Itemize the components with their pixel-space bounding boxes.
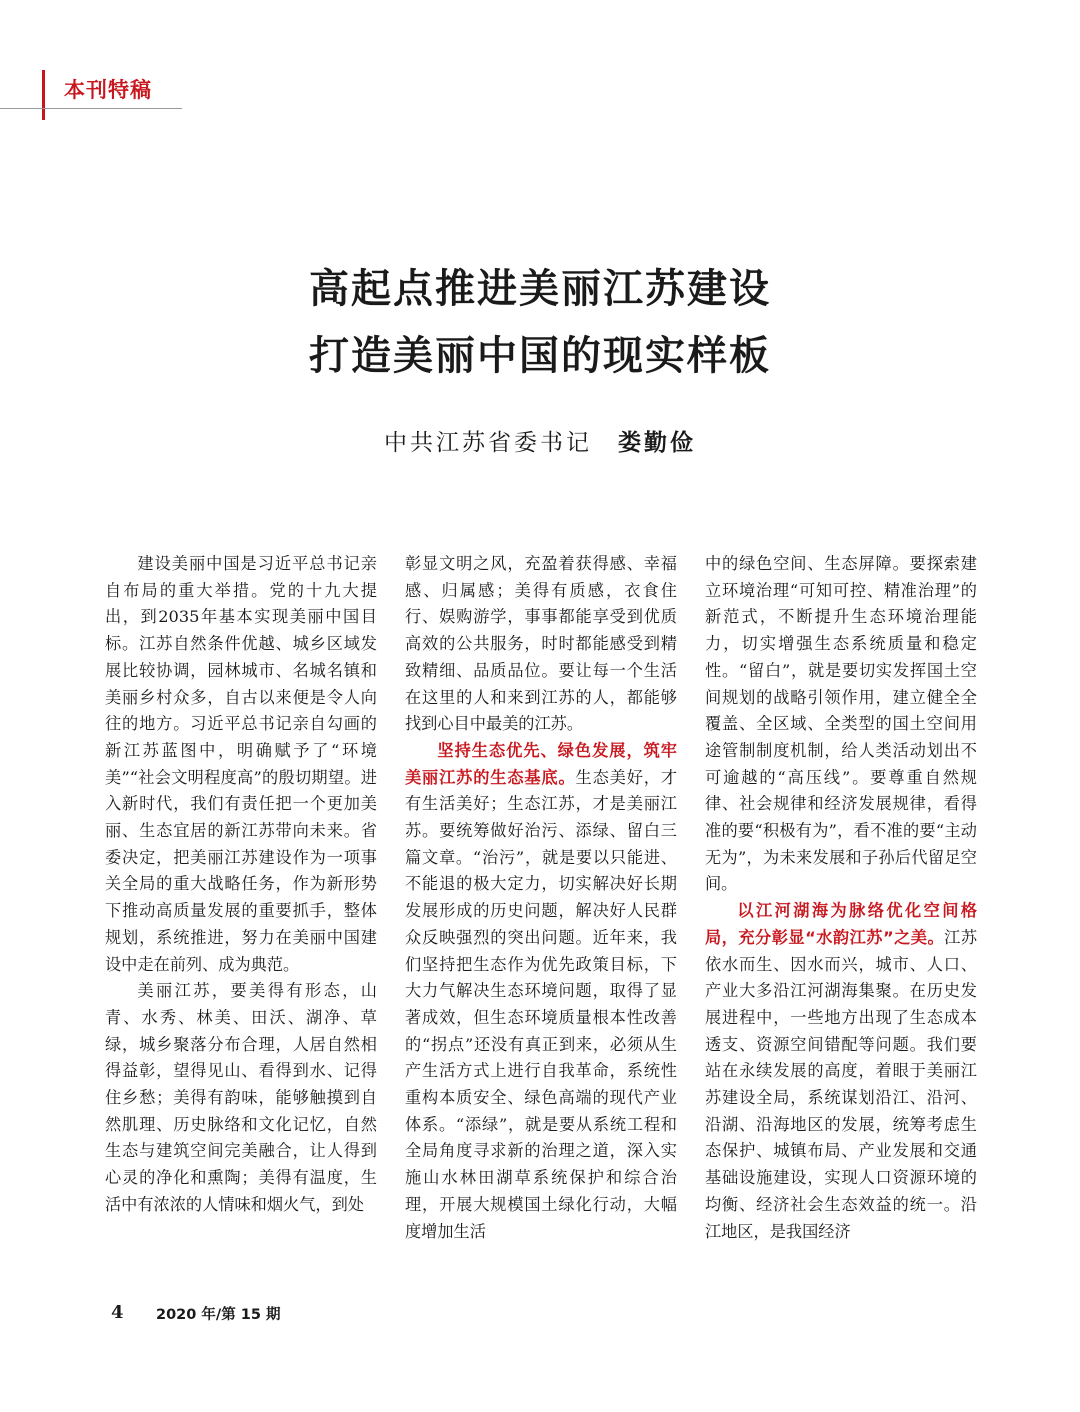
text-column-3 [705,551,977,1245]
byline [0,424,1080,457]
text-column-1 [105,551,377,1219]
paragraph: 中的绿色空间、生态屏障。要探索建立环境治理“可知可控、精准治理”的新范式，不断提升生态环境治理能力，切实增强生态系统质量和稳定性。“留白”，就是要切实发挥国土空间规划的战略引领作用，建立健全全覆盖、全区域、全类型的国土空间用途管制制度机制，给人类活动划出不可逾越的“高压线”。要尊重自然规律、社会规律和经济发展规律，看得准的要“积极有为”，看不准的要“主动无为”，为未来发展和子孙后代留足空间。 [705,554,977,894]
section-divider-line [0,108,182,109]
article-title-line1: 高起点推进美丽江苏建设 [309,266,771,312]
page-number: 4 [111,1302,124,1323]
paragraph [705,898,977,1245]
byline-author: 娄勤俭 [618,430,696,456]
article-title [0,256,1080,390]
paragraph-body: 生态美好，才有生活美好；生态江苏，才是美丽江苏。要统筹做好治污、添绿、留白三篇文章。“治污”，就是要以只能进、不能退的极大定力，切实解决好长期发展形成的历史问题，解决好人民群众反映强烈的突出问题。近年来，我们坚持把生态作为优先政策目标，下大力气解决生态环境问题，取得了显著成效，但生态环境质量根本性改善的“拐点”还没有真正到来，必须从生产生活方式上进行自我革命，系统性重构本质安全、绿色高端的现代产业体系。“添绿”，就是要从系统工程和全局角度寻求新的治理之道，深入实施山水林田湖草系统保护和综合治理，开展大规模国土绿化行动，大幅度增加生活 [405,767,678,1241]
article-title-line2: 打造美丽中国的现实样板 [309,333,771,379]
paragraph-body: 江苏依水而生、因水而兴，城市、人口、产业大多沿江河湖海集聚。在历史发展进程中，一些地方出现了生态成本透支、资源空间错配等问题。我们要站在永续发展的高度，着眼于美丽江苏建设全局，系统谋划沿江、沿河、沿湖、沿海地区的发展，统筹考虑生态保护、城镇布局、产业发展和交通基础设施建设，实现人口资源环境的均衡、经济社会生态效益的统一。沿江地区，是我国经济 [705,927,978,1241]
section-label: 本刊特稿 [64,78,152,102]
paragraph: 美丽江苏，要美得有形态，山青、水秀、林美、田沃、湖净、草绿，城乡聚落分布合理，人居自然相得益彰，望得见山、看得到水、记得住乡愁；美得有韵味，能够触摸到自然肌理、历史脉络和文化记忆，自然生态与建筑空间完美融合，让人得到心灵的净化和熏陶；美得有温度，生活中有浓浓的人情味和烟火气，到处 [105,981,377,1214]
byline-role: 中共江苏省委书记 [384,430,592,456]
paragraph: 彰显文明之风，充盈着获得感、幸福感、归属感；美得有质感，衣食住行、娱购游学，事事都能享受到优质高效的公共服务，时时都能感受到精致精细、品质品位。要让每一个生活在这里的人和来到江苏的人，都能够找到心目中最美的江苏。 [405,554,677,734]
paragraph: 建设美丽中国是习近平总书记亲自布局的重大举措。党的十九大提出，到2035年基本实现美丽中国目标。江苏自然条件优越、城乡区域发展比较协调，园林城市、名城名镇和美丽乡村众多，自古以来便是令人向往的地方。习近平总书记亲自勾画的新江苏蓝图中，明确赋予了“环境美”“社会文明程度高”的殷切期望。进入新时代，我们有责任把一个更加美丽、生态宜居的新江苏带向未来。省委决定，把美丽江苏建设作为一项事关全局的重大战略任务，作为新形势下推动高质量发展的重要抓手，整体规划，系统推进，努力在美丽中国建设中走在前列、成为典范。 [105,554,377,974]
section-accent-bar [42,70,45,120]
paragraph [405,738,677,1245]
issue-label: 2020 年/第 15 期 [156,1307,281,1323]
text-column-2 [405,551,677,1245]
section-heading: 坚持生态优先、绿色发展，筑牢美丽江苏的生态基底。 [405,740,677,787]
section-heading: 以江河湖海为脉络优化空间格局，充分彰显“水韵江苏”之美。 [705,901,977,947]
